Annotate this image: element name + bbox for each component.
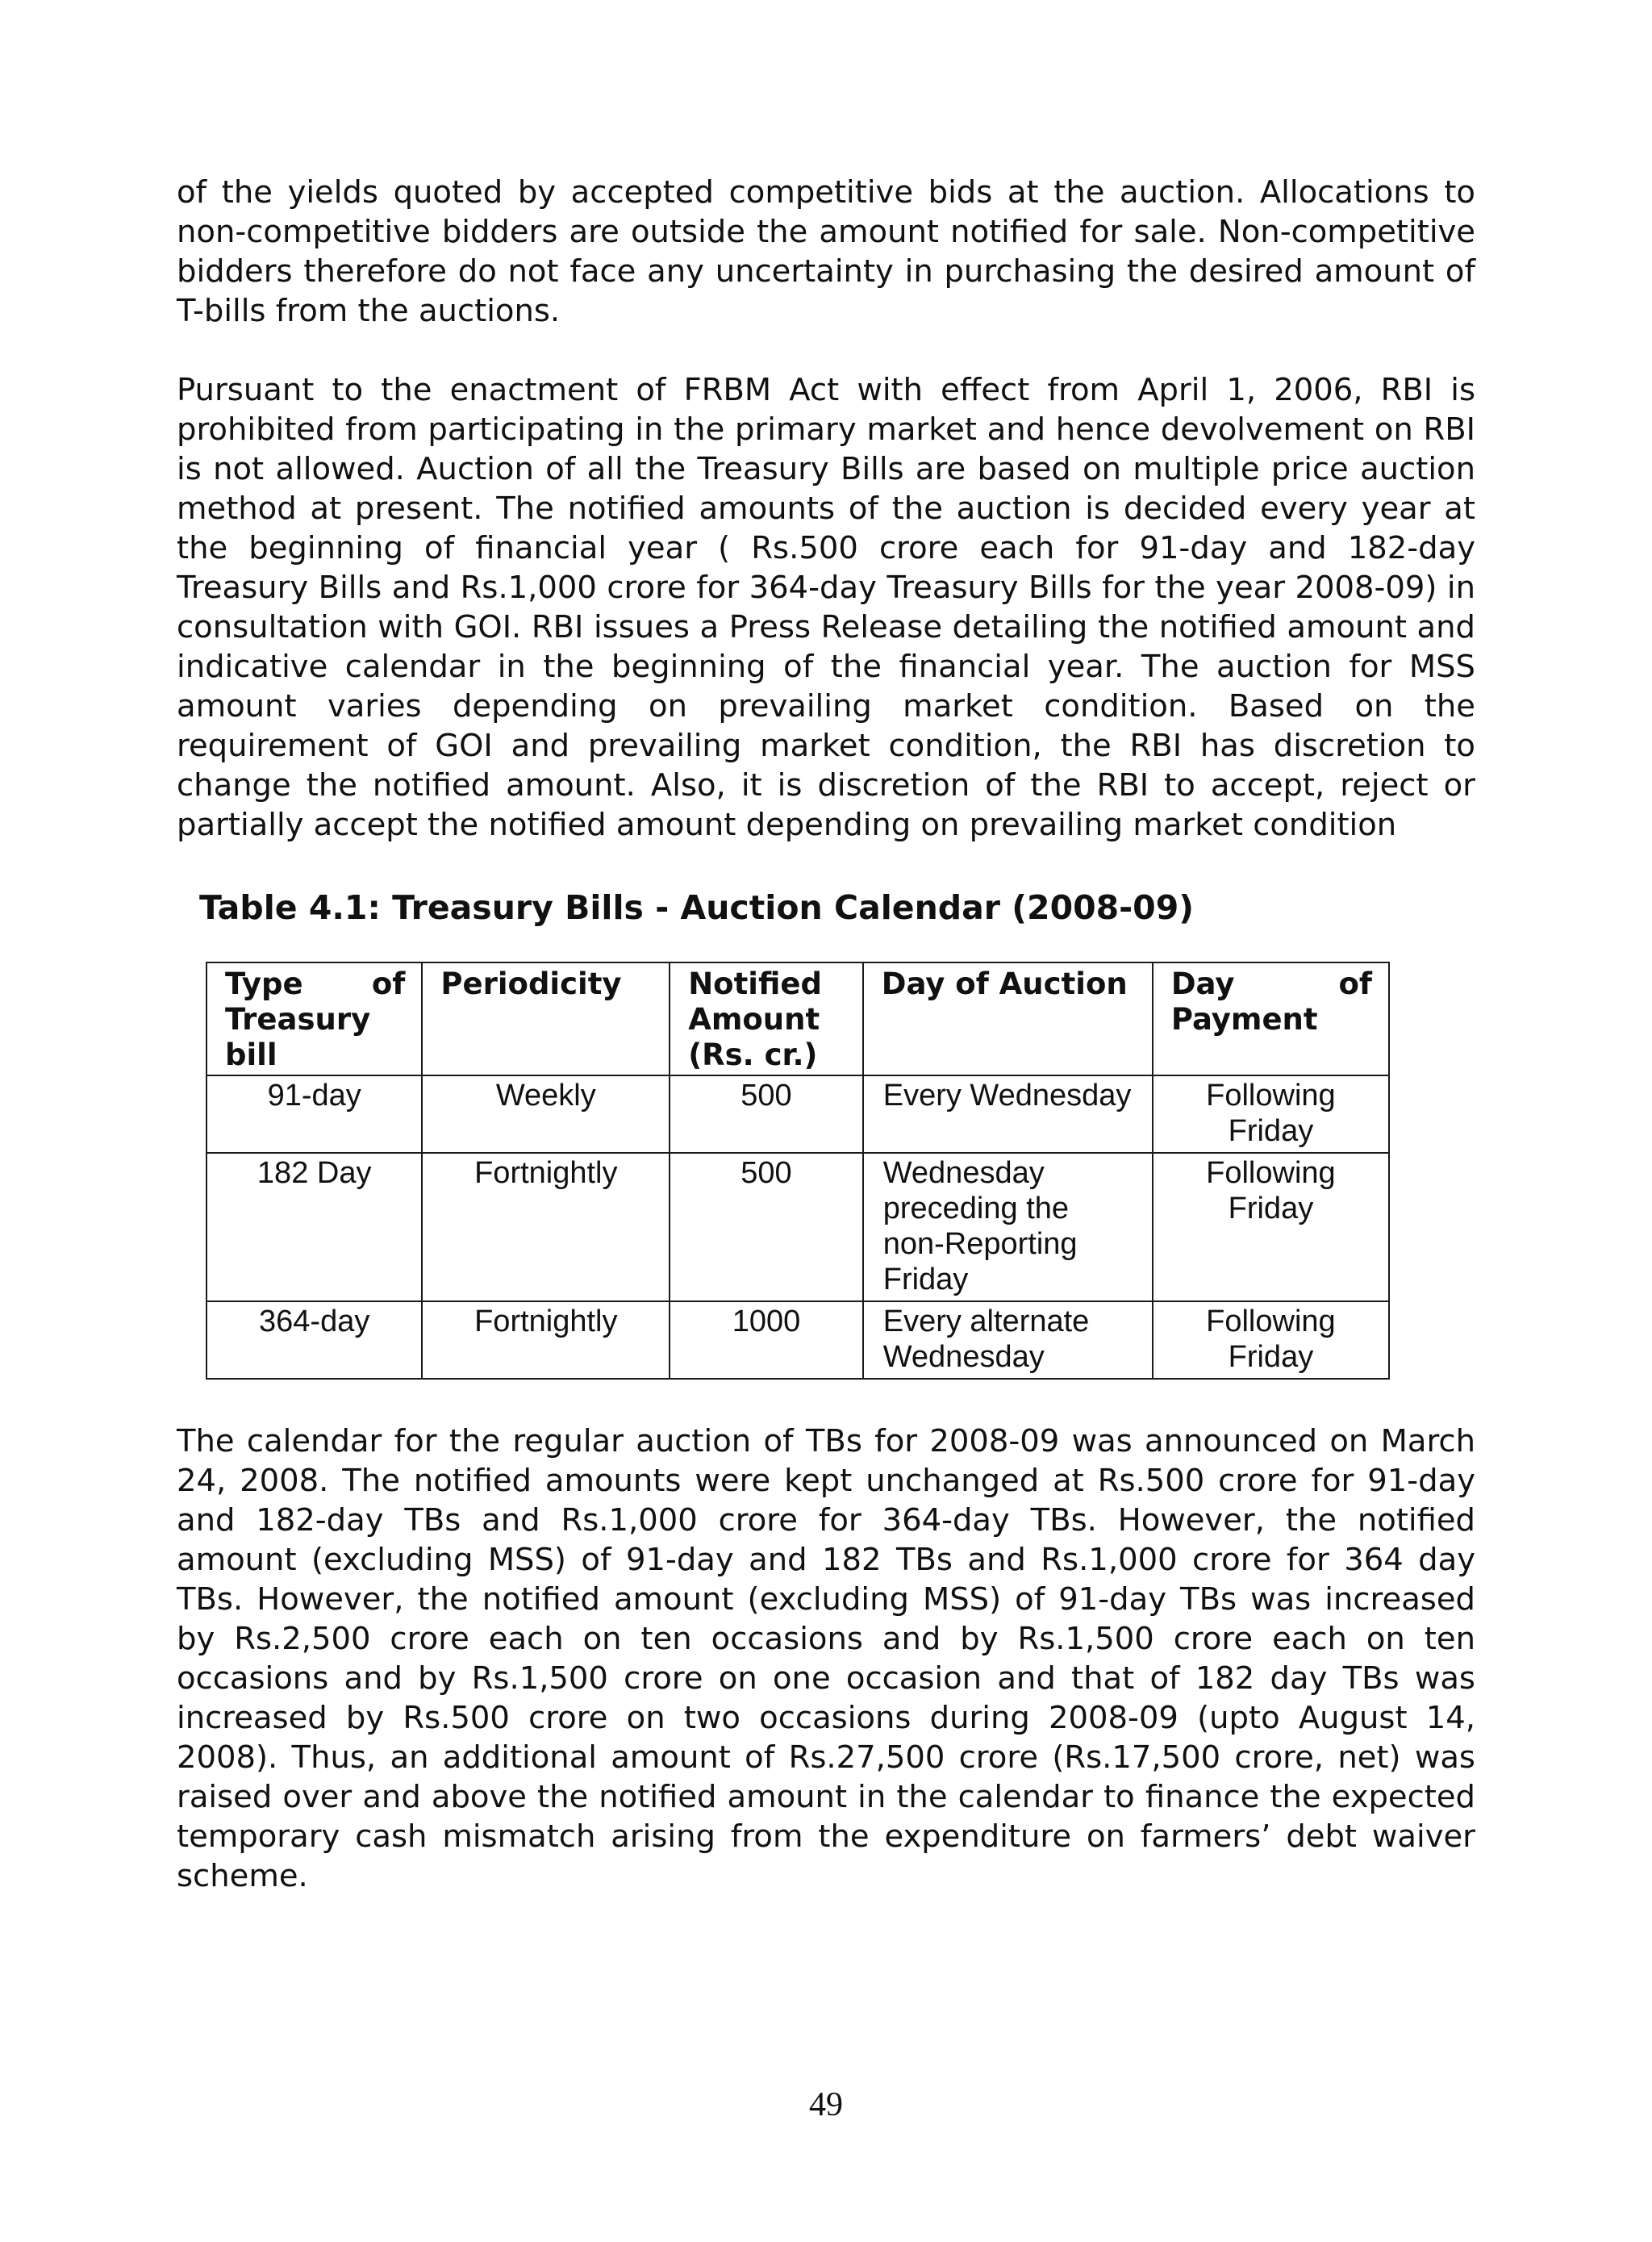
paragraph-calendar-announcement: The calendar for the regular auction of TBs for 2008-09 was announced on March 24, 2008. The notified amounts were kept unchanged at Rs.500 crore for 91-day and 182-day TBs and Rs.1,000 crore for 364-day TBs. However, the notified amount (excluding MSS) of 91-day and 182 TBs and Rs.1,000 crore for 364 day TBs. However, the notified amount (excluding MSS) of 91-day TBs was increased by Rs.2,500 crore each on ten occasions and by Rs.1,500 crore each on ten occasions and by Rs.1,500 crore on one occasion and that of 182 day TBs was increased by Rs.500 crore on two occasions during 2008-09 (upto August 14, 2008). Thus, an additional amount of Rs.27,500 crore (Rs.17,500 crore, net) was raised over and above the notified amount in the calendar to finance the expected temporary cash mismatch arising from the expenditure on farmers’ debt waiver scheme. bbox=[177, 1423, 1475, 1894]
document-page bbox=[177, 173, 1475, 1896]
header-day-of-payment: Day of Payment bbox=[1153, 962, 1389, 1075]
table-caption: Table 4.1: Treasury Bills - Auction Calendar (2008-09) bbox=[199, 888, 1194, 927]
cell-day-of-auction: Every alternate Wednesday bbox=[863, 1301, 1153, 1379]
cell-bill-type: 91-day bbox=[206, 1075, 422, 1153]
table-header-row bbox=[206, 962, 1389, 1075]
table-row bbox=[206, 1153, 1389, 1301]
cell-day-of-payment: Following Friday bbox=[1153, 1075, 1389, 1153]
cell-day-of-auction: Wednesday preceding the non-Reporting Friday bbox=[863, 1153, 1153, 1301]
cell-day-of-auction: Every Wednesday bbox=[863, 1075, 1153, 1153]
table-row bbox=[206, 1075, 1389, 1153]
cell-day-of-payment: Following Friday bbox=[1153, 1153, 1389, 1301]
paragraph-non-competitive-bids: of the yields quoted by accepted competitive bids at the auction. Allocations to non-competitive bidders are outside the amount notified for sale. Non-competitive bidders therefore do not face any uncertainty in purchasing the desired amount of T-bills from the auctions. bbox=[177, 174, 1475, 329]
cell-periodicity: Weekly bbox=[422, 1075, 670, 1153]
cell-notified-amount: 1000 bbox=[670, 1301, 863, 1379]
auction-calendar-table bbox=[206, 962, 1390, 1380]
cell-day-of-payment: Following Friday bbox=[1153, 1301, 1389, 1379]
header-periodicity: Periodicity bbox=[422, 962, 670, 1075]
header-notified-amount: Notified Amount (Rs. cr.) bbox=[670, 962, 863, 1075]
header-type-of-treasury-bill: Type of Treasury bill bbox=[206, 962, 422, 1075]
cell-bill-type: 182 Day bbox=[206, 1153, 422, 1301]
cell-periodicity: Fortnightly bbox=[422, 1301, 670, 1379]
cell-periodicity: Fortnightly bbox=[422, 1153, 670, 1301]
cell-bill-type: 364-day bbox=[206, 1301, 422, 1379]
cell-notified-amount: 500 bbox=[670, 1153, 863, 1301]
table-row bbox=[206, 1301, 1389, 1379]
page-number: 49 bbox=[809, 2086, 843, 2123]
cell-notified-amount: 500 bbox=[670, 1075, 863, 1153]
header-day-of-auction: Day of Auction bbox=[863, 962, 1153, 1075]
paragraph-frbm-act: Pursuant to the enactment of FRBM Act with effect from April 1, 2006, RBI is prohibited from participating in the primary market and hence devolvement on RBI is not allowed. Auction of all the Treasury Bills are based on multiple price auction method at present. The notified amounts of the auction is decided every year at the beginning of financial year ( Rs.500 crore each for 91-day and 182-day Treasury Bills and Rs.1,000 crore for 364-day Treasury Bills for the year 2008-09) in consultation with GOI. RBI issues a Press Release detailing the notified amount and indicative calendar in the beginning of the financial year. The auction for MSS amount varies depending on prevailing market condition. Based on the requirement of GOI and prevailing market condition, the RBI has discretion to change the notified amount. Also, it is discretion of the RBI to accept, reject or partially accept the notified amount depending on prevailing market condition bbox=[177, 372, 1475, 843]
